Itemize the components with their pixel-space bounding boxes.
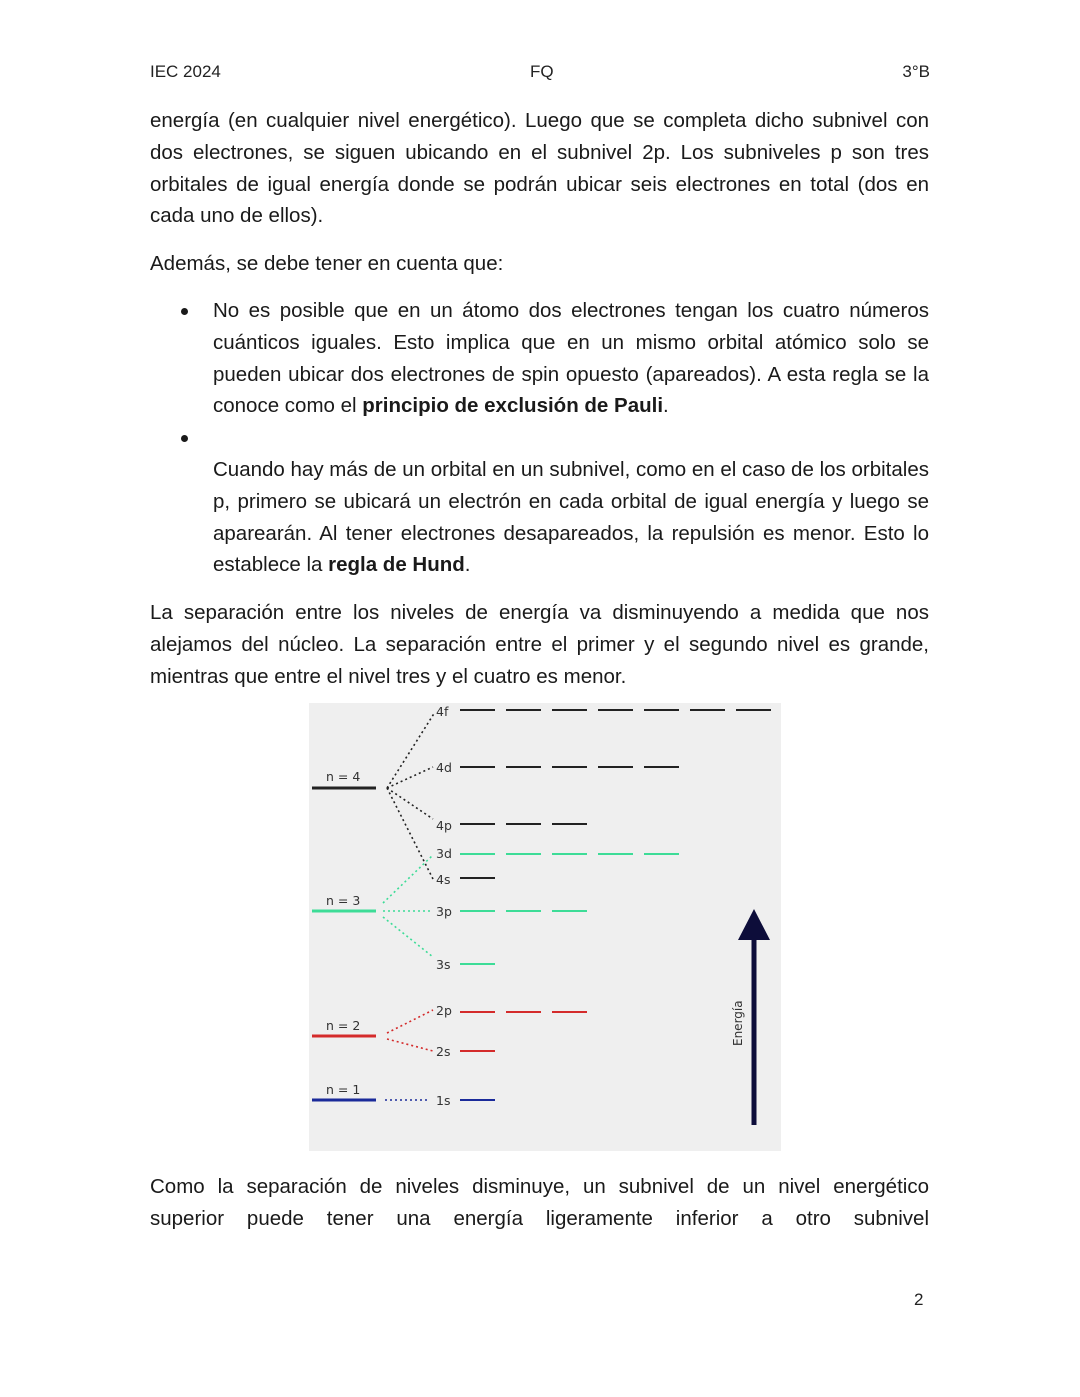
energy-level-diagram <box>309 703 781 1151</box>
connector-n4-4s <box>387 788 433 879</box>
energy-arrow-head <box>738 909 770 940</box>
sublevel-label-3s: 3s <box>436 957 451 972</box>
page-number: 2 <box>914 1290 924 1309</box>
connector-n4-4d <box>387 767 433 788</box>
level-label-n3: n = 3 <box>326 893 361 908</box>
level-label-n4: n = 4 <box>326 769 361 784</box>
pauli-text: No es posible que en un átomo dos electrones tengan los cuatro números cuánticos iguales. Esto implica que en un mismo orbital atómico solo se pueden ubicar dos electrones de spin opuesto (apareados). A esta regla se la conoce como el <box>213 299 929 418</box>
sublevel-label-4f: 4f <box>436 704 449 719</box>
hund-bold: regla de Hund <box>328 553 465 577</box>
list-item-hund <box>150 422 929 581</box>
hund-text: Cuando hay más de un orbital en un subnivel, como en el caso de los orbitales p, primero se ubicará un electrón en cada orbital de igual energía y luego se aparearán. Al tener electrones desapareados, la repulsión es menor. Esto lo establece la <box>213 457 929 577</box>
bullet-icon <box>181 435 188 442</box>
sublevel-label-4d: 4d <box>436 760 452 775</box>
connector-n2-2p <box>387 1010 433 1033</box>
sublevel-label-4s: 4s <box>436 872 451 887</box>
paragraph-4: Como la separación de niveles disminuye, un subnivel de un nivel energético superior puede tener una energía ligeramente inferior a otro subnivel <box>150 1175 929 1230</box>
sublevel-label-3d: 3d <box>436 846 452 861</box>
page-header <box>150 62 930 86</box>
list-item-pauli <box>150 295 929 422</box>
energy-diagram-svg <box>309 703 781 1151</box>
connector-n3-3d <box>383 855 433 903</box>
paragraph-1: energía (en cualquier nivel energético). Luego que se completa dicho subnivel con dos electrones, se siguen ubicando en el subnivel 2p. Los subniveles p son tres orbitales de igual energía donde se podrán ubicar seis electrones en total (dos en cada uno de ellos). <box>150 109 929 228</box>
energy-axis-label: Energía <box>731 1000 745 1046</box>
level-label-n2: n = 2 <box>326 1018 361 1033</box>
header-left: IEC 2024 <box>150 62 221 81</box>
pauli-bold: principio de exclusión de Pauli <box>362 394 664 418</box>
connector-n3-3s <box>383 917 433 957</box>
connector-n4-4p <box>387 788 433 819</box>
level-label-n1: n = 1 <box>326 1082 361 1097</box>
connector-n2-2s <box>387 1039 433 1051</box>
bullet-icon <box>181 308 188 315</box>
pauli-end: . <box>663 394 669 418</box>
hund-end: . <box>464 553 471 577</box>
paragraph-3: La separación entre los niveles de energía va disminuyendo a medida que nos alejamos del núcleo. La separación entre el primer y el segundo nivel es grande, mientras que entre el nivel tres y el cuatro es menor. <box>150 601 929 688</box>
sublevel-label-4p: 4p <box>436 818 452 833</box>
header-center: FQ <box>530 62 554 81</box>
sublevel-label-1s: 1s <box>436 1093 451 1108</box>
sublevel-label-2p: 2p <box>436 1003 452 1018</box>
rules-list <box>150 295 929 581</box>
header-right: 3°B <box>902 62 930 81</box>
sublevel-label-2s: 2s <box>436 1044 451 1059</box>
paragraph-2: Además, se debe tener en cuenta que: <box>150 252 504 275</box>
sublevel-label-3p: 3p <box>436 904 452 919</box>
